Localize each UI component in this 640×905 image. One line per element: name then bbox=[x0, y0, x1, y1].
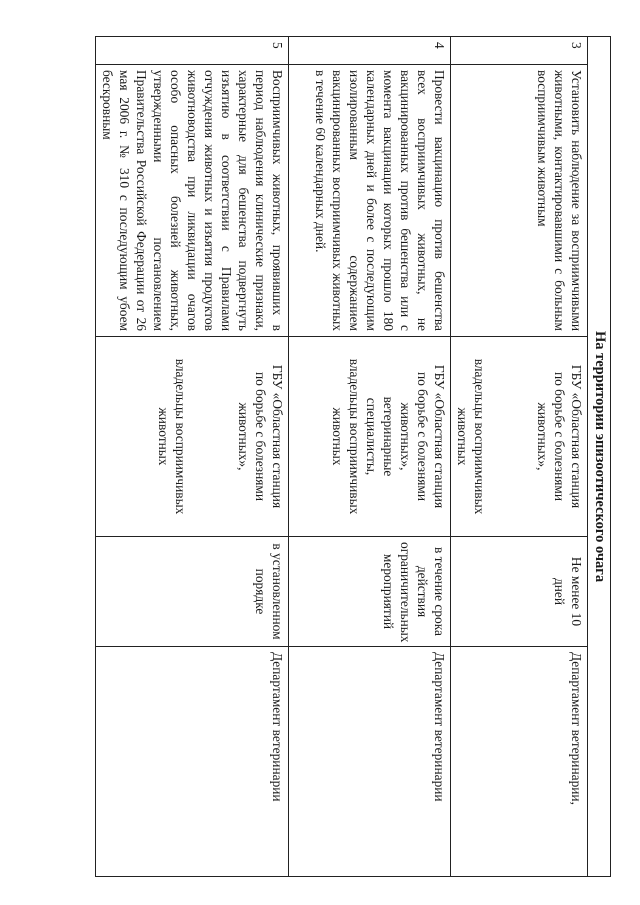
executor-line: специалисты, bbox=[364, 397, 379, 476]
executor-line: животных», bbox=[236, 402, 251, 471]
executor-line: ветеринарные bbox=[381, 396, 396, 477]
executor-line: ГБУ «Областная станция bbox=[569, 364, 584, 509]
term-cell bbox=[289, 537, 451, 647]
executor-cell bbox=[96, 337, 289, 537]
measure-text: Восприимчивых животных, проявивших в период наблюдения клинические признаки, характерные для бешенства подвергнуть изъятию в соответствии с Правилами отчуждения животных и изъятия продуктов животноводства при ликвидации очагов особо опасных болезней животных, утвержденными постановлением Правительства Российской Федерации от 26 мая 2006 г. № 310 с последующим убоем бескровным bbox=[96, 65, 289, 337]
responsible-cell: Департамент ветеринарии bbox=[96, 647, 289, 877]
measures-table bbox=[95, 36, 611, 877]
section-title: На территории эпизоотического очага bbox=[588, 37, 611, 877]
term-cell: Не менее 10 дней bbox=[451, 537, 588, 647]
executor-line: ГБУ «Областная станция bbox=[270, 364, 285, 509]
executor-line: по борьбе с болезнями bbox=[552, 371, 567, 502]
executor-line: ГБУ «Областная станция bbox=[432, 364, 447, 509]
responsible-cell: Департамент ветеринарии, bbox=[451, 647, 588, 877]
term-line: в установленном bbox=[270, 543, 285, 640]
responsible-cell: Департамент ветеринарии bbox=[289, 647, 451, 877]
executor-tail: владельцы восприимчивых животных bbox=[455, 358, 487, 515]
executor-line: по борьбе с болезнями bbox=[253, 371, 268, 502]
row-number: 5 bbox=[96, 37, 289, 65]
executor-cell bbox=[451, 337, 588, 537]
measure-text: Провести вакцинацию против бешенства всех восприимчивых животных, не вакцинированных против бешенства или с момента вакцинации которых прошло 180 календарных дней и более с последующим изолированным содержанием вакцинированных восприимчивых животных в течение 60 календарных дней. bbox=[289, 65, 451, 337]
measure-text: Установить наблюдение за восприимчивыми животными, контактировавшими с больным восприимчивым животным bbox=[451, 65, 588, 337]
executor-line: по борьбе с болезнями bbox=[415, 371, 430, 502]
executor-line: животных», bbox=[535, 402, 550, 471]
executor-line: животных bbox=[330, 407, 345, 466]
table-row bbox=[451, 37, 588, 877]
term-line: порядке bbox=[253, 568, 268, 615]
term-line: мероприятий bbox=[381, 553, 396, 630]
executor-cell bbox=[289, 337, 451, 537]
term-line: действия bbox=[415, 565, 430, 618]
term-line: в течение срока bbox=[432, 546, 447, 636]
term-cell bbox=[96, 537, 289, 647]
row-number: 4 bbox=[289, 37, 451, 65]
term-line: ограничительных bbox=[398, 542, 413, 643]
executor-line: животных», bbox=[398, 402, 413, 471]
executor-line: владельцы восприимчивых bbox=[347, 358, 362, 515]
rotated-page bbox=[51, 36, 611, 876]
table-row bbox=[96, 37, 289, 877]
executor-tail: владельцы восприимчивых животных bbox=[156, 358, 188, 515]
table-row bbox=[289, 37, 451, 877]
row-number: 3 bbox=[451, 37, 588, 65]
